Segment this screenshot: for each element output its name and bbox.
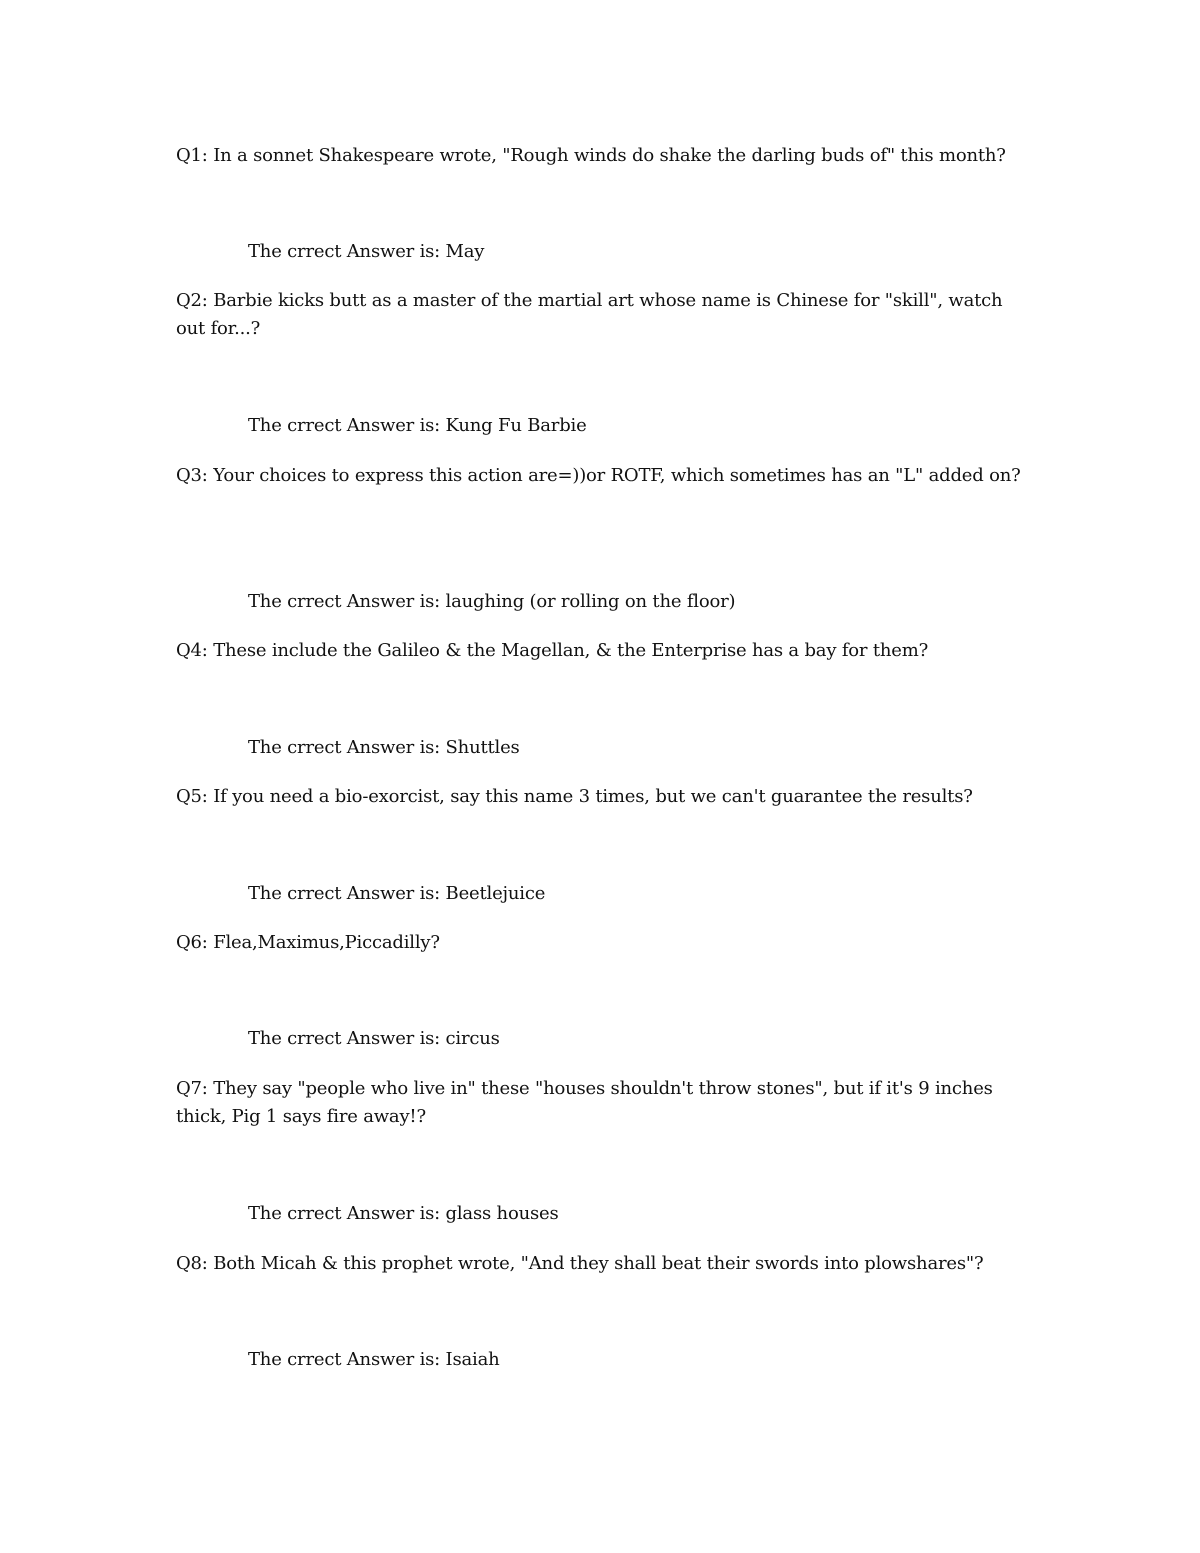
- answer-6: The crrect Answer is: circus: [248, 1028, 500, 1049]
- answer-1: The crrect Answer is: May: [248, 241, 485, 262]
- question-1: Q1: In a sonnet Shakespeare wrote, "Rough winds do shake the darling buds of" this month?: [176, 145, 1006, 166]
- question-5: Q5: If you need a bio-exorcist, say this name 3 times, but we can't guarantee the results?: [176, 786, 973, 807]
- answer-5: The crrect Answer is: Beetlejuice: [248, 883, 546, 904]
- answer-3: The crrect Answer is: laughing (or rolling on the floor): [248, 591, 736, 612]
- question-8: Q8: Both Micah & this prophet wrote, "And they shall beat their swords into plowshares"?: [176, 1253, 984, 1274]
- answer-4: The crrect Answer is: Shuttles: [248, 737, 520, 758]
- question-7: Q7: They say "people who live in" these "houses shouldn't throw stones", but if it's 9 inches thick, Pig 1 says fire away!?: [176, 1078, 993, 1127]
- question-2: Q2: Barbie kicks butt as a master of the martial art whose name is Chinese for "skill", watch out for...?: [176, 290, 1003, 339]
- answer-7: The crrect Answer is: glass houses: [248, 1203, 559, 1224]
- question-4: Q4: These include the Galileo & the Magellan, & the Enterprise has a bay for them?: [176, 640, 929, 661]
- answer-8: The crrect Answer is: Isaiah: [248, 1349, 500, 1370]
- question-3: Q3: Your choices to express this action are=))or ROTF, which sometimes has an "L" added on?: [176, 465, 1021, 486]
- answer-2: The crrect Answer is: Kung Fu Barbie: [248, 415, 587, 436]
- question-6: Q6: Flea,Maximus,Piccadilly?: [176, 932, 440, 953]
